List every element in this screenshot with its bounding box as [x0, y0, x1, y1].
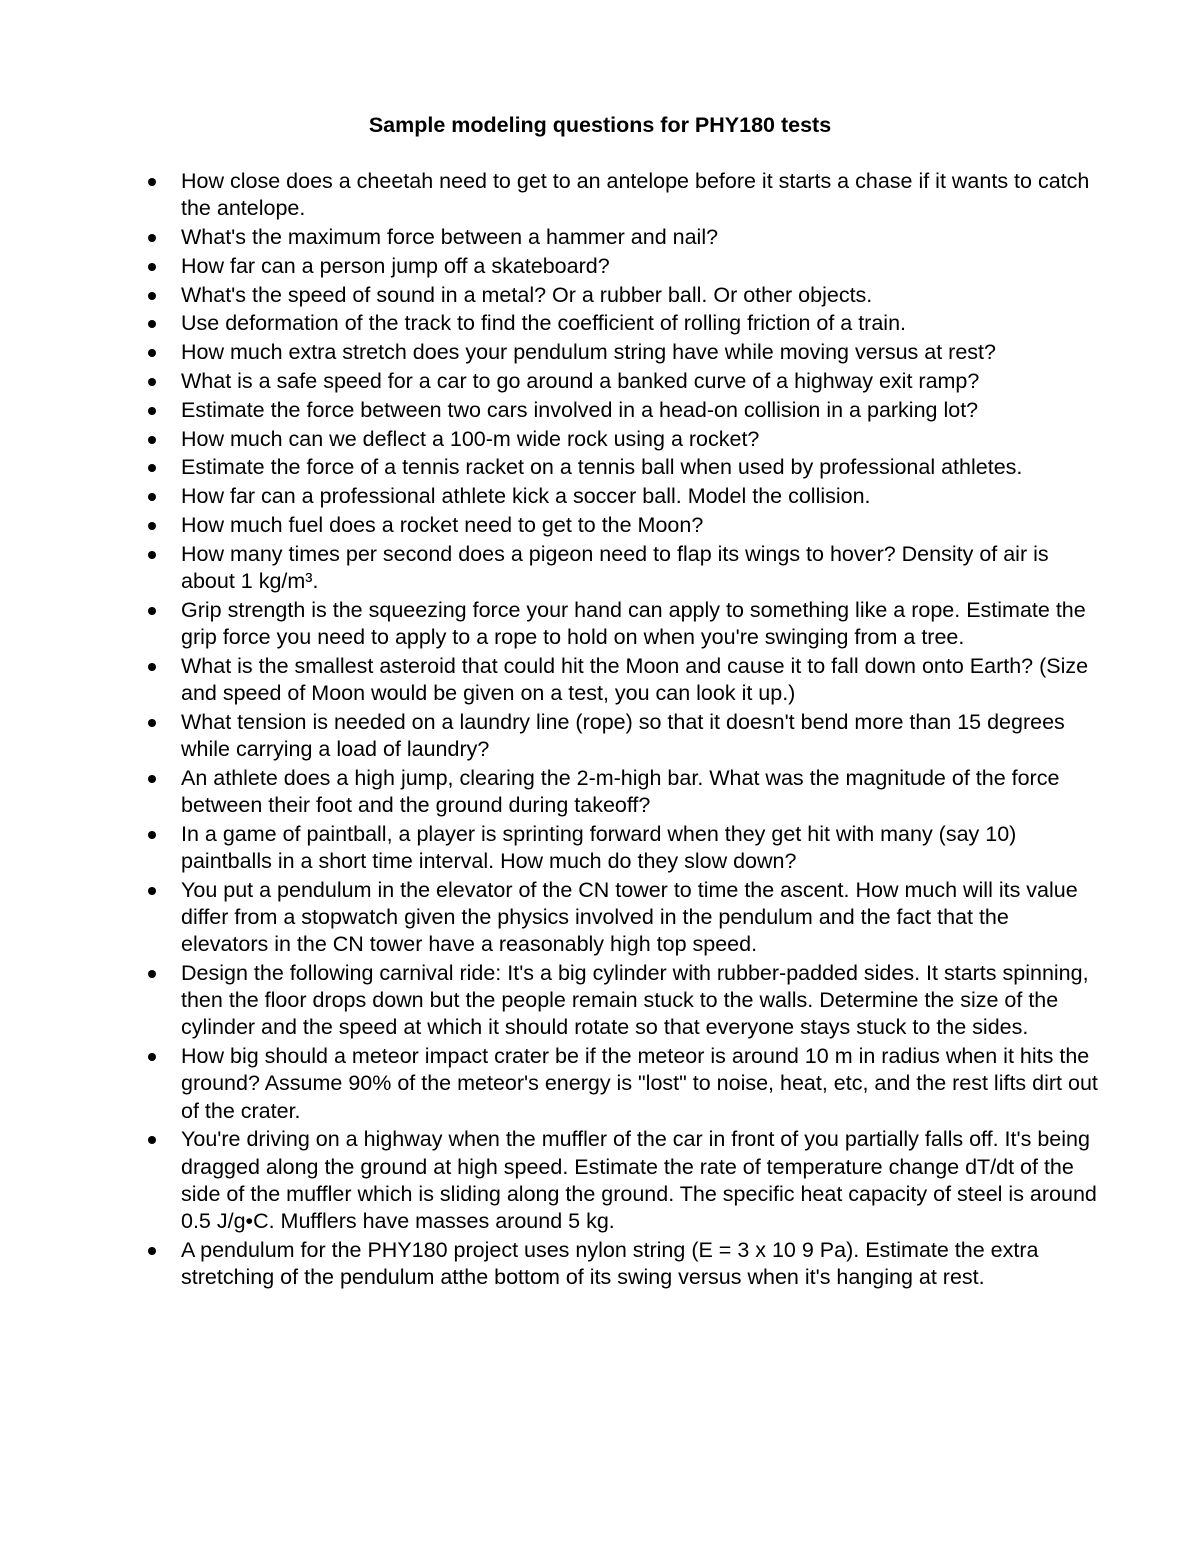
question-text: Grip strength is the squeezing force your hand can apply to something like a rope. Estimate the grip force you need to apply to a rope to hold on when you're swinging from a tree. — [181, 597, 1086, 649]
bullet-icon — [148, 522, 156, 530]
bullet-icon — [148, 887, 156, 895]
list-item — [148, 1126, 1098, 1235]
list-item — [148, 821, 1098, 875]
page-title: Sample modeling questions for PHY180 tests — [368, 113, 832, 137]
question-text: How far can a professional athlete kick a soccer ball. Model the collision. — [181, 484, 871, 509]
list-item — [148, 960, 1098, 1042]
bullet-icon — [148, 464, 156, 472]
bullet-icon — [148, 775, 156, 783]
list-item — [148, 653, 1098, 707]
list-item — [148, 512, 1098, 539]
bullet-icon — [148, 719, 156, 727]
bullet-icon — [148, 407, 156, 415]
question-text: An athlete does a high jump, clearing the 2-m-high bar. What was the magnitude of the force between their foot and the ground during takeoff? — [181, 765, 1060, 817]
question-text: How many times per second does a pigeon need to flap its wings to hover? Density of air is about 1 kg/m³. — [181, 541, 1049, 593]
bullet-icon — [148, 1136, 156, 1144]
bullet-icon — [148, 493, 156, 501]
list-item — [148, 224, 1098, 251]
question-text: What is the smallest asteroid that could hit the Moon and cause it to fall down onto Earth? (Size and speed of Moon would be given on a test, you can look it up.) — [181, 653, 1089, 705]
question-text: You put a pendulum in the elevator of the CN tower to time the ascent. How much will its value differ from a stopwatch given the physics involved in the pendulum and the fact that the elevators in the CN tower have a reasonably high top speed. — [181, 877, 1078, 957]
question-list — [148, 168, 1098, 1293]
question-text: What's the speed of sound in a metal? Or a rubber ball. Or other objects. — [181, 282, 873, 307]
list-item — [148, 426, 1098, 453]
question-text: How close does a cheetah need to get to an antelope before it starts a chase if it wants to catch the antelope. — [181, 169, 1090, 221]
bullet-icon — [148, 292, 156, 300]
bullet-icon — [148, 436, 156, 444]
question-text: A pendulum for the PHY180 project uses nylon string (E = 3 x 10 9 Pa). Estimate the extra stretching of the pendulum atthe bottom of its swing versus when it's hanging at rest. — [181, 1237, 1039, 1289]
question-text: What's the maximum force between a hammer and nail? — [181, 225, 719, 249]
question-text: Design the following carnival ride: It's a big cylinder with rubber-padded sides. It starts spinning, then the floor drops down but the people remain stuck to the walls. Determine the size of the cylinder and the speed at which it should rotate so that everyone stays stuck to the sides. — [181, 960, 1089, 1040]
list-item — [148, 765, 1098, 819]
bullet-icon — [148, 320, 156, 328]
list-item — [148, 709, 1098, 763]
list-item — [148, 397, 1098, 424]
list-item — [148, 877, 1098, 959]
bullet-icon — [148, 607, 156, 615]
question-text: What is a safe speed for a car to go around a banked curve of a highway exit ramp? — [181, 368, 980, 393]
question-text: What tension is needed on a laundry line (rope) so that it doesn't bend more than 15 degrees while carrying a load of laundry? — [181, 709, 1065, 761]
list-item — [148, 454, 1098, 481]
bullet-icon — [148, 663, 156, 671]
list-item — [148, 310, 1098, 337]
bullet-icon — [148, 263, 156, 271]
question-text: How big should a meteor impact crater be if the meteor is around 10 m in radius when it hits the ground? Assume 90% of the meteor's energy is "lost" to noise, heat, etc, and the rest lifts dirt out of the crater. — [181, 1044, 1098, 1123]
question-text: How much fuel does a rocket need to get to the Moon? — [181, 512, 704, 537]
bullet-icon — [148, 970, 156, 978]
list-item — [148, 597, 1098, 651]
question-text: Estimate the force between two cars involved in a head-on collision in a parking lot? — [181, 397, 979, 422]
list-item — [148, 282, 1098, 309]
bullet-icon — [148, 234, 156, 242]
bullet-icon — [148, 349, 156, 357]
list-item — [148, 168, 1098, 222]
question-text: Estimate the force of a tennis racket on a tennis ball when used by professional athletes. — [181, 455, 1023, 480]
bullet-icon — [148, 1053, 156, 1061]
bullet-icon — [148, 1247, 156, 1255]
list-item — [148, 483, 1098, 510]
bullet-icon — [148, 378, 156, 386]
question-text: How much extra stretch does your pendulum string have while moving versus at rest? — [181, 340, 996, 365]
question-text: How far can a person jump off a skateboard? — [181, 253, 610, 278]
list-item — [148, 253, 1098, 280]
list-item — [148, 541, 1098, 595]
bullet-icon — [148, 831, 156, 839]
list-item — [148, 1237, 1098, 1291]
list-item — [148, 339, 1098, 366]
list-item — [148, 368, 1098, 395]
bullet-icon — [148, 551, 156, 559]
list-item — [148, 1043, 1098, 1125]
bullet-icon — [148, 178, 156, 186]
question-text: Use deformation of the track to find the coefficient of rolling friction of a train. — [181, 311, 907, 336]
question-text: How much can we deflect a 100-m wide rock using a rocket? — [181, 426, 760, 451]
question-text: You're driving on a highway when the muffler of the car in front of you partially falls off. It's being dragged along the ground at high speed. Estimate the rate of temperature change dT/dt of the side of the muffler which is sliding along the ground. The specific heat capacity of steel is around 0.5 J/g•C. Mufflers have masses around 5 kg. — [181, 1127, 1097, 1233]
question-text: In a game of paintball, a player is sprinting forward when they get hit with many (say 10) paintballs in a short time interval. How much do they slow down? — [181, 821, 1017, 873]
